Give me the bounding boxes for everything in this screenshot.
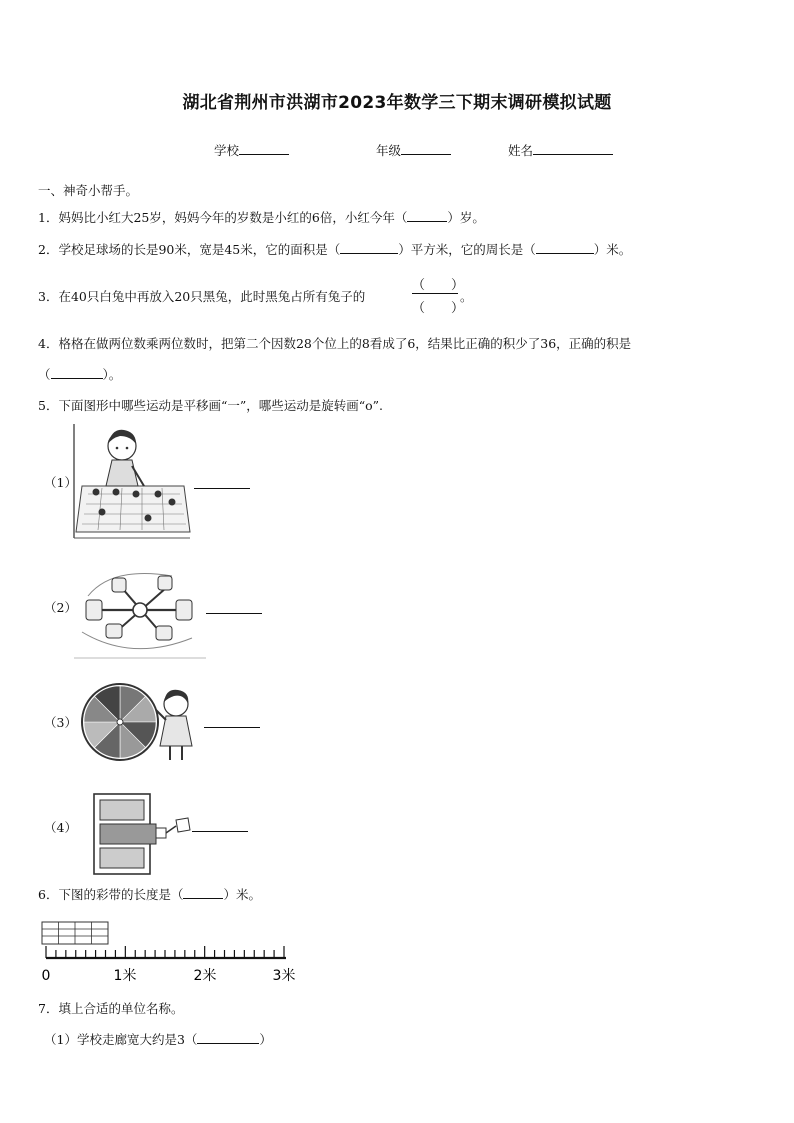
question-2-number: 2． (38, 242, 59, 257)
boy-moving-chess-piece-image (72, 424, 190, 540)
q5-item-1-label: （1） (44, 475, 77, 490)
question-1-text-before: 妈妈比小红大25岁，妈妈今年的岁数是小红的6倍，小红今年（ (58, 210, 408, 225)
question-2-text-mid: ）平方米，它的周长是（ (398, 242, 536, 257)
question-7-1 (44, 1030, 272, 1048)
question-3-text: 在40只白兔中再放入20只黑兔，此时黑兔占所有兔子的 (58, 289, 366, 304)
page-title: 湖北省荆州市洪湖市2023年数学三下期末调研模拟试题 (182, 93, 612, 113)
question-4-line-2 (38, 365, 121, 383)
question-2-text-after: ）米。 (593, 242, 632, 257)
fraction-bar (412, 293, 458, 294)
section-heading: 一、神奇小帮手。 (38, 183, 139, 198)
question-2 (38, 240, 631, 258)
question-3-fraction-blank[interactable] (412, 272, 465, 316)
ruler-label-1: 1米 (113, 968, 137, 984)
school-field (214, 141, 289, 159)
question-7 (38, 999, 183, 1017)
question-7-text: 填上合适的单位名称。 (58, 1001, 184, 1016)
question-1 (38, 208, 485, 226)
q5-item-1-answer-line[interactable] (194, 488, 250, 489)
ribbon-ruler-diagram (36, 916, 302, 986)
question-1-number: 1． (38, 210, 59, 225)
question-7-1-text-before: （1）学校走廊宽大约是3（ (44, 1032, 198, 1047)
question-6-blank[interactable] (183, 886, 223, 899)
rotating-ride-image (72, 562, 206, 660)
question-6-text-after: ）米。 (223, 887, 261, 902)
question-4-line-1 (38, 334, 631, 352)
ruler-label-3: 3米 (272, 968, 296, 984)
question-4-blank[interactable] (51, 366, 103, 379)
question-2-blank-area[interactable] (340, 241, 398, 254)
name-field (508, 141, 613, 159)
question-4-text-after: ）。 (102, 367, 122, 382)
q5-item-4-label: （4） (44, 820, 77, 835)
question-3-period: 。 (460, 289, 473, 304)
ruler-label-2: 2米 (193, 968, 217, 984)
q5-item-4-answer-line[interactable] (192, 831, 248, 832)
q5-item-3-answer-line[interactable] (204, 727, 260, 728)
name-blank[interactable] (533, 142, 613, 155)
grade-label: 年级 (376, 143, 402, 158)
q5-item-2-label: （2） (44, 600, 77, 615)
question-4-text: 格格在做两位数乘两位数时，把第二个因数28个位上的8看成了6，结果比正确的积少了36，正确的积是 (58, 336, 632, 351)
ruler-label-0: 0 (41, 968, 51, 984)
question-1-blank[interactable] (407, 209, 447, 222)
school-blank[interactable] (239, 142, 289, 155)
question-4-text-before: （ (38, 367, 51, 382)
question-7-1-text-after: ） (259, 1032, 272, 1047)
grade-blank[interactable] (401, 142, 451, 155)
school-label: 学校 (214, 143, 240, 158)
question-3 (38, 287, 365, 305)
fraction-denominator[interactable]: （ ） (412, 301, 465, 316)
question-7-number: 7． (38, 1001, 59, 1016)
question-3-number: 3． (38, 289, 59, 304)
question-2-text-before: 学校足球场的长是90米，宽是45米，它的面积是（ (58, 242, 341, 257)
question-6-number: 6． (38, 887, 59, 902)
spinning-wheel-with-girl-image (80, 680, 200, 766)
q5-item-3-label: （3） (44, 715, 77, 730)
question-7-1-blank[interactable] (197, 1031, 259, 1044)
fraction-numerator[interactable]: （ ） (412, 278, 465, 293)
name-label: 姓名 (508, 143, 534, 158)
q5-item-2-answer-line[interactable] (206, 613, 262, 614)
drawer-being-pulled-image (92, 790, 194, 876)
question-5-text: 下面图形中哪些运动是平移画“一”，哪些运动是旋转画“o”. (58, 398, 384, 413)
question-6-text-before: 下图的彩带的长度是（ (58, 887, 184, 902)
question-6 (38, 885, 261, 903)
question-5 (38, 396, 383, 414)
question-5-number: 5． (38, 398, 59, 413)
question-4-number: 4． (38, 336, 59, 351)
question-1-text-after: ）岁。 (447, 210, 485, 225)
question-2-blank-perimeter[interactable] (536, 241, 594, 254)
grade-field (376, 141, 451, 159)
